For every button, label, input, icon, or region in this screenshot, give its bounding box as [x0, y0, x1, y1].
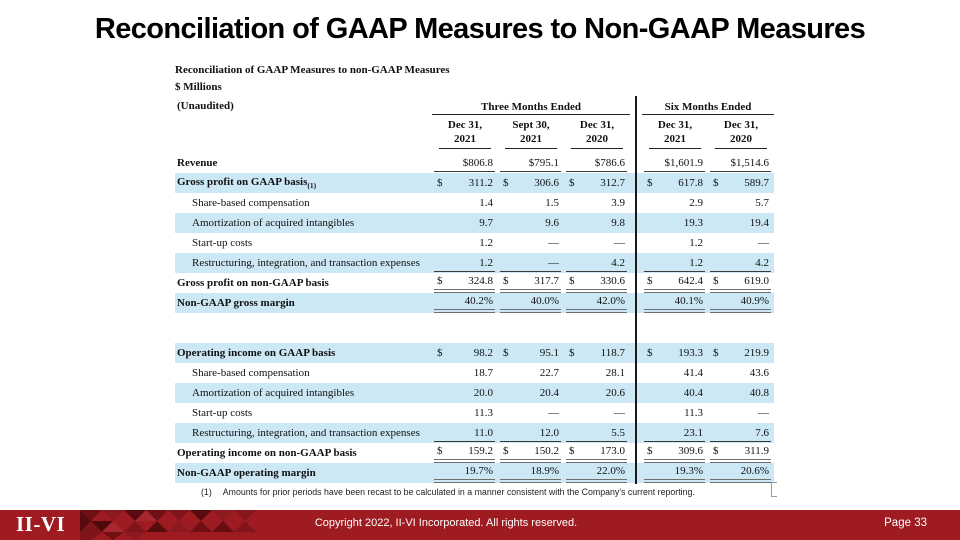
cell-value: 18.7	[473, 367, 493, 379]
cell-value: $ 312.7	[564, 173, 630, 193]
cell-value: —	[758, 237, 770, 249]
cell-value: $ 589.7	[708, 173, 774, 193]
group-three-months-ended: Three Months Ended	[432, 96, 630, 115]
cell-value: 9.6	[498, 213, 564, 233]
cell-value: 28.1	[605, 367, 626, 379]
cell-value: $ 219.9	[708, 343, 774, 363]
cell-value: 19.3%	[642, 463, 708, 483]
table-row	[175, 173, 774, 193]
cell-value: $ 311.2	[432, 173, 498, 193]
cell-value: —	[614, 407, 626, 419]
row-label: Amortization of acquired intangibles	[175, 383, 432, 403]
copyright-text: Copyright 2022, II-VI Incorporated. All rights reserved.	[314, 517, 578, 529]
col-header-3: Dec 31, 2020	[564, 115, 630, 154]
column-header-row	[175, 115, 774, 154]
cell-value: 1.2	[689, 237, 704, 249]
table-body	[175, 153, 774, 483]
table-row	[175, 463, 774, 483]
cell-value: 20.6%	[708, 463, 774, 483]
cell-value: —	[548, 237, 559, 249]
table-row	[175, 343, 774, 363]
cell-value: 22.0%	[564, 463, 630, 483]
cell-value: —	[758, 407, 770, 419]
cell-value: 19.7%	[432, 463, 498, 483]
reconciliation-table	[175, 96, 774, 483]
cell-value: 4.2	[708, 253, 774, 273]
table-row	[175, 193, 774, 213]
textbox-bracket-artifact	[771, 482, 777, 497]
cell-value: $ 619.0	[708, 273, 774, 293]
table-row	[175, 443, 774, 463]
cell-value: 1.2	[642, 253, 708, 273]
cell-value: 1.2	[432, 253, 498, 273]
cell-value: 11.3	[474, 407, 493, 419]
table-units: $ Millions	[175, 81, 222, 93]
cell-value: 40.0%	[498, 293, 564, 313]
cell-value: $ 324.8	[432, 273, 498, 293]
cell-value: $ 118.7	[564, 343, 630, 363]
row-label: Revenue	[177, 157, 218, 169]
row-label: Operating income on non-GAAP basis	[177, 447, 357, 459]
table-row	[175, 233, 774, 253]
table-row	[175, 383, 774, 403]
table-row	[175, 213, 774, 233]
table-row	[175, 253, 774, 273]
row-label: Amortization of acquired intangibles	[175, 213, 432, 233]
cell-value: $ 159.2	[432, 443, 498, 463]
cell-value: 41.4	[683, 367, 704, 379]
table-row	[175, 403, 774, 423]
cell-value: —	[614, 237, 626, 249]
row-label: Start-up costs	[192, 407, 253, 419]
cell-value: 9.8	[564, 213, 630, 233]
cell-value: 42.0%	[564, 293, 630, 313]
col-header-2: Sept 30, 2021	[498, 115, 564, 154]
cell-value: 1.2	[479, 237, 493, 249]
cell-value: 20.0	[432, 383, 498, 403]
cell-value: $1,601.9	[642, 153, 708, 173]
cell-value: $806.8	[432, 153, 498, 173]
footnote	[201, 487, 776, 497]
cell-value: $ 98.2	[432, 343, 498, 363]
cell-value: $ 317.7	[498, 273, 564, 293]
cell-value: 20.4	[498, 383, 564, 403]
footnote-marker: (1)	[201, 487, 212, 497]
group-six-months-ended: Six Months Ended	[642, 96, 774, 115]
cell-value: 23.1	[642, 423, 708, 443]
cell-value: 19.3	[642, 213, 708, 233]
col-header-5: Dec 31, 2020	[708, 115, 774, 154]
page-number: Page 33	[884, 517, 927, 529]
cell-value: $ 617.8	[642, 173, 708, 193]
footer-bar	[0, 510, 960, 540]
cell-value: 11.3	[684, 407, 704, 419]
table-spacer-row	[175, 313, 774, 343]
cell-value: 40.9%	[708, 293, 774, 313]
table-row	[175, 153, 774, 173]
unaudited-label: (Unaudited)	[177, 99, 234, 112]
cell-value: 2.9	[689, 197, 704, 209]
cell-value: 5.7	[755, 197, 770, 209]
cell-value: $1,514.6	[708, 153, 774, 173]
cell-value: $ 193.3	[642, 343, 708, 363]
cell-value: —	[548, 407, 559, 419]
cell-value: $ 309.6	[642, 443, 708, 463]
cell-value: 40.1%	[642, 293, 708, 313]
cell-value: 1.5	[545, 197, 559, 209]
cell-value: $ 150.2	[498, 443, 564, 463]
page-title: Reconciliation of GAAP Measures to Non-GAAP Measures	[94, 13, 866, 45]
cell-value: 18.9%	[498, 463, 564, 483]
table-row	[175, 423, 774, 443]
cell-value: 40.2%	[432, 293, 498, 313]
cell-value: 19.4	[708, 213, 774, 233]
cell-value: 43.6	[749, 367, 770, 379]
cell-value: $ 173.0	[564, 443, 630, 463]
row-label: Non-GAAP gross margin	[175, 293, 432, 313]
cell-value: 3.9	[611, 197, 626, 209]
cell-value: 22.7	[539, 367, 559, 379]
cell-value: 40.4	[642, 383, 708, 403]
table-row	[175, 273, 774, 293]
footnote-text: Amounts for prior periods have been recast to be calculated in a manner consistent with the Company's current reporting.	[222, 487, 695, 497]
col-header-1: Dec 31, 2021	[432, 115, 498, 154]
row-label: Restructuring, integration, and transaction expenses	[175, 423, 432, 443]
cell-value: 4.2	[564, 253, 630, 273]
group-divider-line	[635, 96, 637, 484]
row-label: Gross profit on GAAP basis$_{(1)}$	[175, 173, 432, 193]
cell-value: $ 311.9	[708, 443, 774, 463]
cell-value: $ 306.6	[498, 173, 564, 193]
row-label: Start-up costs	[192, 237, 253, 249]
table-row	[175, 363, 774, 383]
cell-value: $ 330.6	[564, 273, 630, 293]
cell-value: 5.5	[564, 423, 630, 443]
table-row	[175, 293, 774, 313]
cell-value: 12.0	[498, 423, 564, 443]
row-label: Gross profit on non-GAAP basis	[177, 277, 329, 289]
col-header-4: Dec 31, 2021	[642, 115, 708, 154]
cell-value: 1.4	[479, 197, 493, 209]
cell-value: 7.6	[708, 423, 774, 443]
row-label: Share-based compensation	[192, 367, 310, 379]
company-logo: II-VI	[16, 512, 66, 536]
cell-value: 40.8	[708, 383, 774, 403]
reconciliation-table-zone	[175, 62, 787, 483]
row-label: Restructuring, integration, and transaction expenses	[175, 253, 432, 273]
cell-value: $786.6	[564, 153, 630, 173]
cell-value: $ 95.1	[498, 343, 564, 363]
row-label: Non-GAAP operating margin	[175, 463, 432, 483]
cell-value: $ 642.4	[642, 273, 708, 293]
group-header-row	[175, 96, 774, 115]
row-label: Operating income on GAAP basis	[175, 343, 432, 363]
cell-value: 9.7	[432, 213, 498, 233]
row-label: Share-based compensation	[192, 197, 310, 209]
cell-value: 20.6	[564, 383, 630, 403]
table-heading: Reconciliation of GAAP Measures to non-GAAP Measures	[175, 64, 450, 76]
cell-value: $795.1	[498, 153, 564, 173]
cell-value: 11.0	[432, 423, 498, 443]
cell-value: —	[498, 253, 564, 273]
